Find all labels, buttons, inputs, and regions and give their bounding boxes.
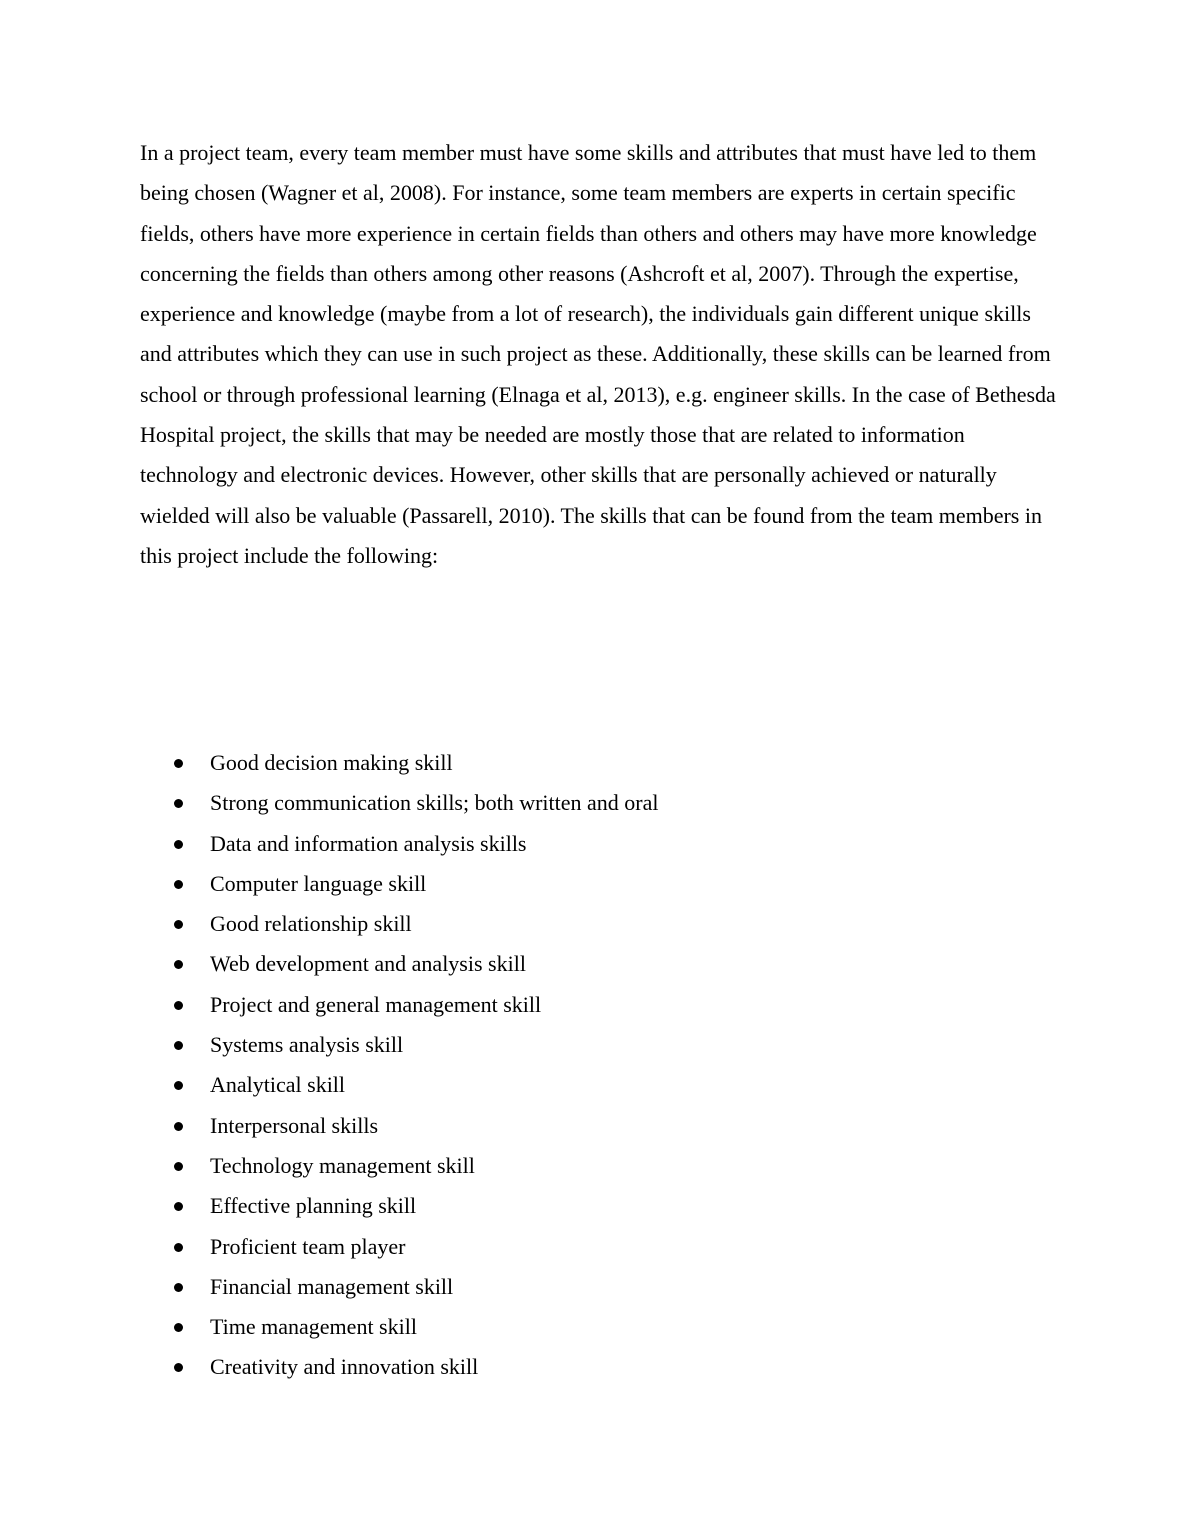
bullet-icon [174, 1001, 183, 1010]
list-item [140, 985, 1060, 1025]
skills-list [140, 743, 1060, 1388]
list-item-text: Financial management skill [210, 1273, 454, 1299]
bullet-icon [174, 1081, 183, 1090]
list-item-text: Computer language skill [210, 870, 427, 896]
list-item-text: Analytical skill [210, 1072, 346, 1098]
list-item-text: Effective planning skill [210, 1193, 417, 1219]
list-item [140, 1186, 1060, 1226]
bullet-icon [174, 759, 183, 768]
list-item-text: Good decision making skill [210, 750, 453, 775]
list-item [140, 864, 1060, 904]
list-item [140, 1106, 1060, 1146]
bullet-icon [174, 1323, 183, 1332]
bullet-icon [174, 1283, 183, 1292]
bullet-icon [174, 840, 183, 849]
list-item [140, 1227, 1060, 1267]
bullet-icon [174, 1122, 183, 1131]
list-item-text: Technology management skill [210, 1152, 475, 1178]
list-item-text: Interpersonal skills [210, 1112, 379, 1138]
bullet-icon [174, 1162, 183, 1171]
list-item [140, 1146, 1060, 1186]
list-item-text: Project and general management skill [210, 991, 542, 1017]
body-paragraph: In a project team, every team member must have some skills and attributes that must have led to them being chosen (Wagner et al, 2008). For instance, some team members are experts in certain specific fields, others have more experience in certain fields than others and others may have more knowledge concerning the fields than others among other reasons (Ashcroft et al, 2007). Through the expertise, experience and knowledge (maybe from a lot of research), the individuals gain different unique skills and attributes which they can use in such project as these. Additionally, these skills can be learned from school or through professional learning (Elnaga et al, 2013), e.g. engineer skills. In the case of Bethesda Hospital project, the skills that may be needed are mostly those that are related to information technology and electronic devices. However, other skills that are personally achieved or naturally wielded will also be valuable (Passarell, 2010). The skills that can be found from the team members in this project include the following: [140, 140, 1056, 568]
list-item-text: Systems analysis skill [210, 1032, 404, 1058]
list-item-text: Creativity and innovation skill [210, 1354, 479, 1380]
list-item [140, 1065, 1060, 1105]
bullet-icon [174, 799, 183, 808]
list-item [140, 743, 1060, 783]
list-item [140, 1307, 1060, 1347]
list-item [140, 944, 1060, 984]
bullet-icon [174, 1363, 183, 1372]
bullet-icon [174, 880, 183, 889]
list-item [140, 783, 1060, 823]
bullet-icon [174, 1243, 183, 1252]
list-item [140, 1347, 1060, 1387]
bullet-icon [174, 960, 183, 969]
list-item-text: Time management skill [210, 1314, 417, 1340]
list-item [140, 1025, 1060, 1065]
bullet-icon [174, 920, 183, 929]
bullet-icon [174, 1041, 183, 1050]
list-item [140, 1267, 1060, 1307]
list-item-text: Data and information analysis skills [210, 830, 527, 856]
list-item-text: Proficient team player [210, 1233, 406, 1259]
list-item-text: Strong communication skills; both written and oral [210, 790, 659, 816]
bullet-icon [174, 1202, 183, 1211]
list-item-text: Good relationship skill [210, 911, 412, 937]
list-item [140, 904, 1060, 944]
list-item-text: Web development and analysis skill [210, 951, 526, 977]
list-item [140, 824, 1060, 864]
